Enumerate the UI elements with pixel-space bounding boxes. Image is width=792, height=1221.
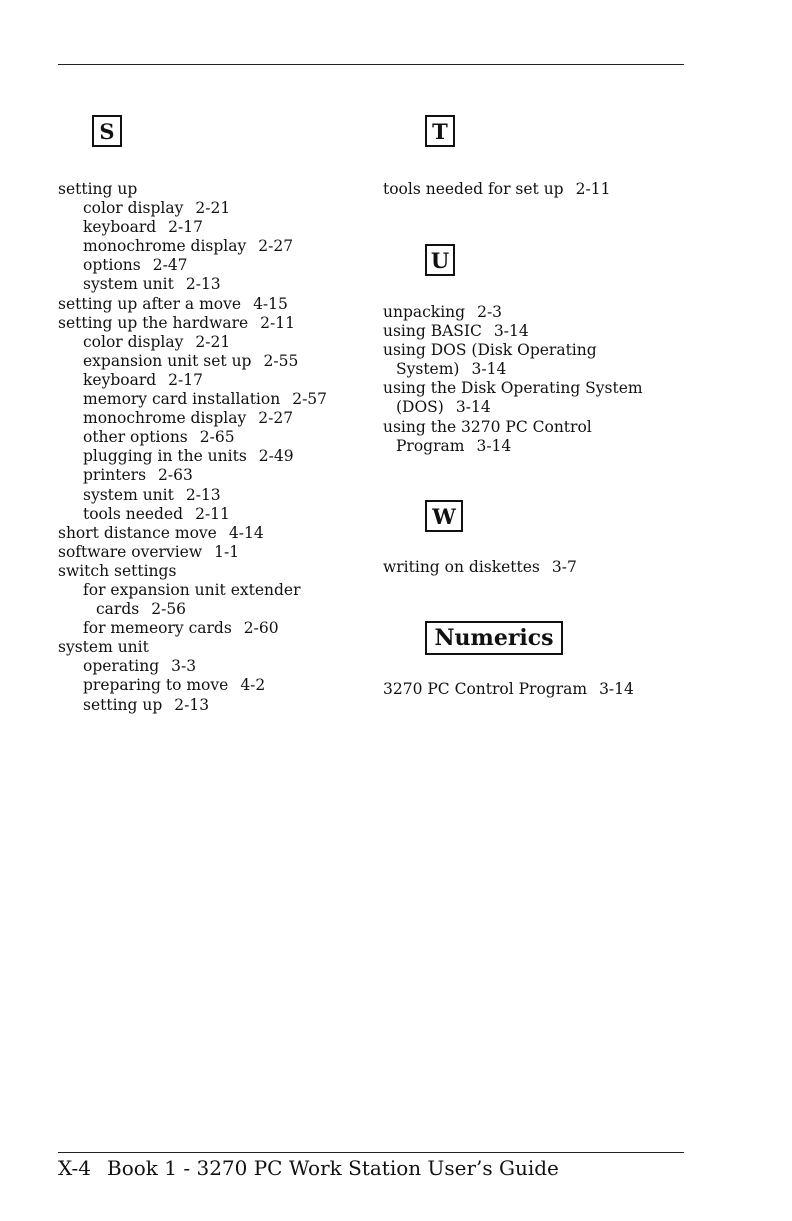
index-entry: system unit 2-13 (83, 275, 221, 294)
index-entry: color display 2-21 (83, 332, 231, 351)
index-entry: using the 3270 PC Control (383, 417, 592, 436)
index-entry: software overview 1-1 (58, 542, 240, 561)
index-entry: options 2-47 (83, 256, 188, 275)
section-heading-t: T (425, 115, 455, 147)
index-entry: System) 3-14 (396, 360, 507, 379)
book-title: Book 1 - 3270 PC Work Station User’s Guide (107, 1156, 559, 1180)
index-entry: Program 3-14 (396, 436, 512, 455)
index-entry: plugging in the units 2-49 (83, 447, 294, 466)
footer-rule (58, 1152, 684, 1153)
index-entry: 3270 PC Control Program 3-14 (383, 680, 634, 698)
index-entry: color display 2-21 (83, 199, 231, 218)
index-entry: using DOS (Disk Operating (383, 341, 597, 360)
index-entry: keyboard 2-17 (83, 370, 203, 389)
index-entry: for expansion unit extender (83, 580, 301, 599)
index-entry: setting up (58, 180, 138, 198)
section-s-entries (58, 180, 368, 715)
header-rule (58, 64, 684, 65)
index-entry: other options 2-65 (83, 428, 235, 447)
page-number: X-4 (58, 1156, 92, 1180)
index-entry: cards 2-56 (96, 600, 187, 619)
index-entry: operating 3-3 (83, 657, 197, 676)
index-entry: monochrome display 2-27 (83, 409, 294, 428)
index-entry: setting up after a move 4-15 (58, 294, 288, 313)
index-entry: using BASIC 3-14 (383, 322, 529, 341)
index-entry: tools needed 2-11 (83, 504, 230, 523)
index-entry: tools needed for set up 2-11 (383, 180, 611, 198)
index-entry: short distance move 4-14 (58, 523, 264, 542)
page-footer (58, 1156, 559, 1180)
index-entry: preparing to move 4-2 (83, 676, 266, 695)
section-heading-w: W (425, 500, 463, 532)
index-entry: for memeory cards 2-60 (83, 619, 279, 638)
index-entry: monochrome display 2-27 (83, 237, 294, 256)
index-entry: setting up the hardware 2-11 (58, 313, 295, 332)
section-t-entries (383, 180, 683, 199)
index-entry: writing on diskettes 3-7 (383, 558, 577, 576)
index-entry: (DOS) 3-14 (396, 398, 491, 417)
index-entry: memory card installation 2-57 (83, 390, 328, 409)
index-entry: using the Disk Operating System (383, 379, 643, 398)
index-entry: printers 2-63 (83, 466, 193, 485)
index-entry: system unit (58, 638, 149, 657)
index-entry: expansion unit set up 2-55 (83, 351, 299, 370)
section-heading-s: S (92, 115, 122, 147)
section-heading-numerics: Numerics (425, 621, 563, 655)
section-w-entries (383, 558, 683, 577)
index-entry: unpacking 2-3 (383, 303, 503, 321)
index-entry: setting up 2-13 (83, 695, 210, 714)
section-heading-u: U (425, 244, 455, 276)
index-entry: system unit 2-13 (83, 485, 221, 504)
section-numerics-entries (383, 680, 683, 699)
index-entry: switch settings (58, 561, 177, 580)
section-u-entries (383, 303, 683, 456)
index-entry: keyboard 2-17 (83, 218, 203, 237)
